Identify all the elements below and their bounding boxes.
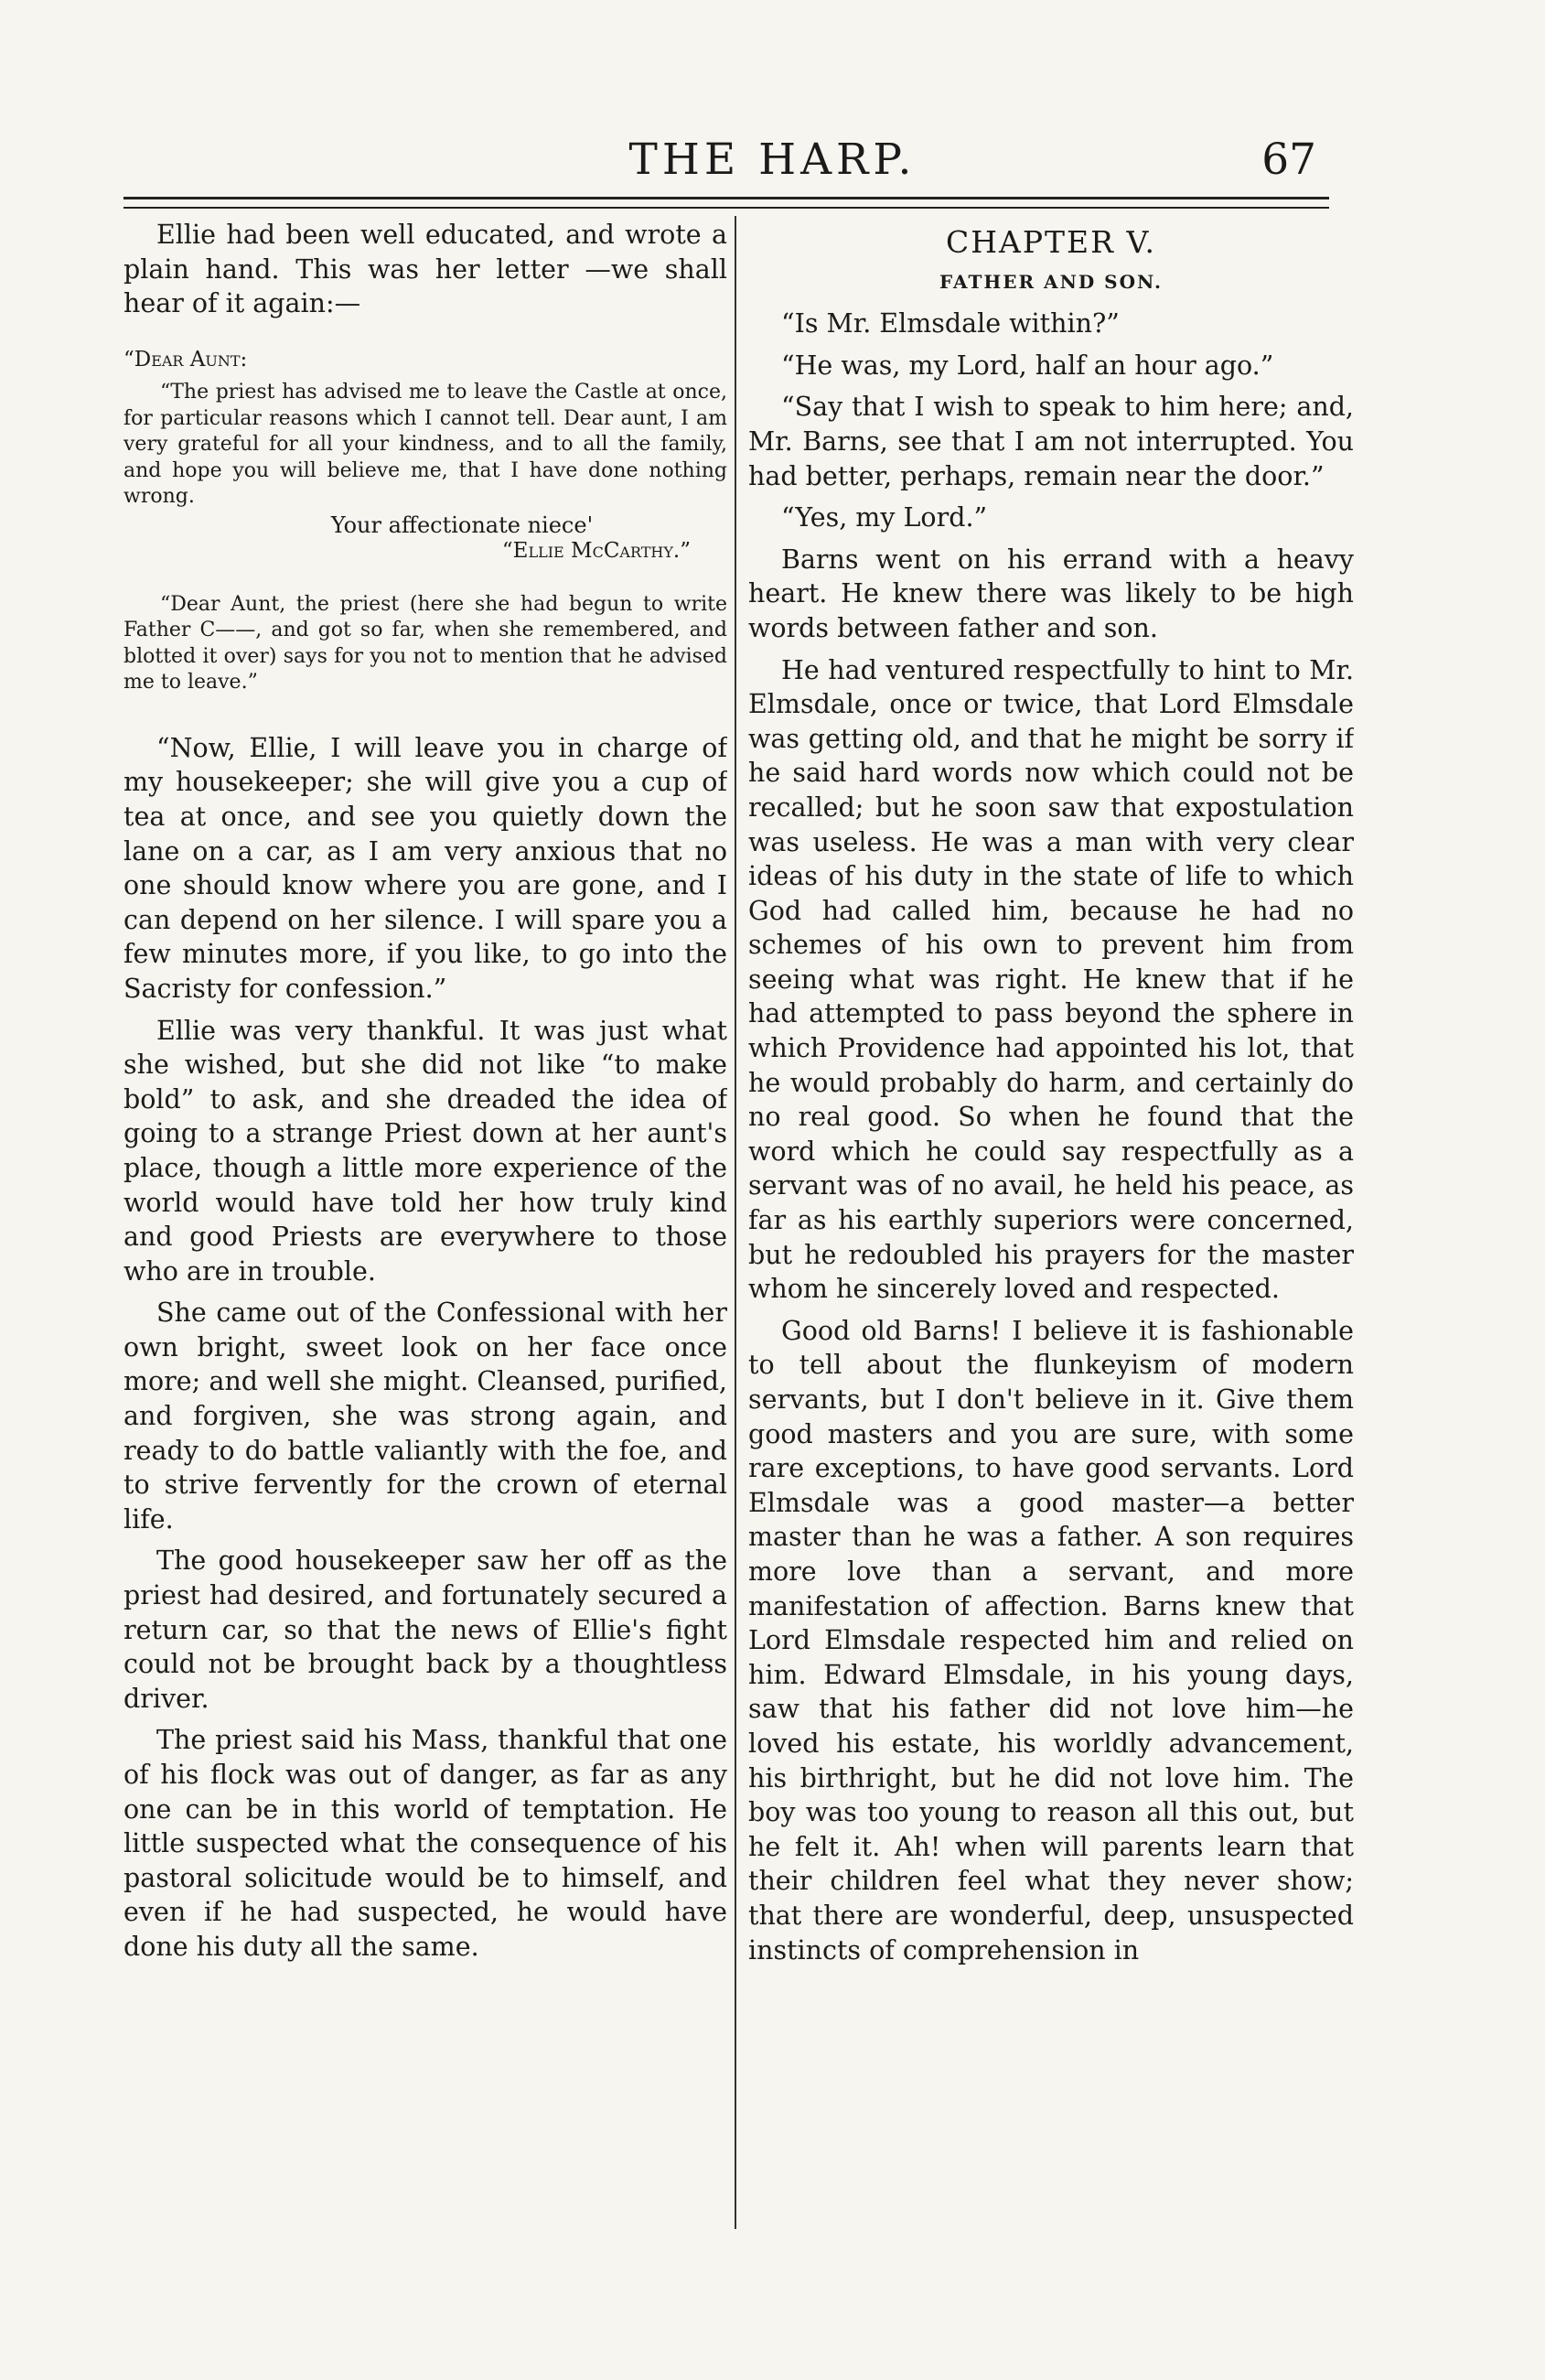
paragraph: Ellie had been well educated, and wrote a plain hand. This was her letter —we shall hear of it again:— (123, 220, 727, 319)
letter-block (123, 347, 727, 696)
letter-body: “The priest has advised me to leave the Castle at once, for particular reasons which I cannot tell. Dear aunt, I am very grateful for all your kindness, and to all the family, and hope you will believe me, that I have done nothing wrong. (123, 381, 727, 509)
header-rule-bottom (123, 207, 1329, 209)
left-column (123, 218, 727, 2231)
paragraph: “Now, Ellie, I will leave you in charge of my housekeeper; she will give you a cup of tea at once, and see you quietly down the lane on a car, as I am very anxious that no one should know where you are gone, and I can depend on her silence. I will spare you a few minutes more, if you like, to go into the Sacristy for confession.” (123, 732, 727, 1004)
paragraph: “He was, my Lord, half an hour ago.” (781, 350, 1274, 381)
letter-closing: Your affectionate niece' (330, 512, 594, 538)
paragraph: He had ventured respectfully to hint to Mr. Elmsdale, once or twice, that Lord Elmsdale was getting old, and that he might be sorry if he said hard words now which could not be recalled; but he soon saw that expostulation was useless. He was a man with very clear ideas of his duty in the state of life to which God had called him, because he had no schemes of his own to prevent him from seeing what was right. He knew that if he had attempted to pass beyond the sphere in which Providence had appointed his lot, that he would probably do harm, and certainly do no real good. So when he found that the word which he could say respectfully as a servant was of no avail, he held his peace, as far as his earthly superiors were concerned, but he redoubled his prayers for the master whom he sincerely loved and respected. (748, 654, 1354, 1305)
letter-postscript: “Dear Aunt, the priest (here she had begun to write Father C——, and got so far, when she remembered, and blotted it over) says for you not to mention that he advised me to leave.” (123, 592, 727, 695)
letter-signature: “Ellie McCarthy.” (501, 539, 691, 564)
running-title: THE HARP. (628, 135, 917, 185)
paragraph: She came out of the Confessional with her own bright, sweet look on her face once more; and well she might. Cleansed, purified, and forgiven, she was strong again, and ready to do battle valiantly with the foe, and to strive fervently for the crown of eternal life. (123, 1298, 727, 1535)
paragraph: The good housekeeper saw her off as the priest had desired, and fortunately secured a return car, so that the news of Ellie's fight could not be brought back by a thoughtless driver. (123, 1545, 727, 1714)
page-header (0, 128, 1545, 192)
header-rule-top (123, 197, 1329, 199)
letter-salutation: “Dear Aunt: (123, 347, 248, 372)
column-divider (735, 216, 736, 2229)
chapter-title: CHAPTER V. (945, 224, 1157, 260)
paragraph: The priest said his Mass, thankful that one of his flock was out of danger, as far as any one can be in this world of temptation. He little suspected what the consequence of his pastoral solicitude would be to himself, and even if he had suspected, he would have done his duty all the same. (123, 1725, 727, 1962)
paragraph: Ellie was very thankful. It was just what she wished, but she did not like “to make bold” to ask, and she dreaded the idea of going to a strange Priest down at her aunt's place, though a little more experience of the world would have told her how truly kind and good Priests are everywhere to those who are in trouble. (123, 1015, 727, 1287)
right-column (748, 218, 1354, 2231)
paragraph: “Say that I wish to speak to him here; and, Mr. Barns, see that I am not interrupted. You had better, perhaps, remain near the door.” (748, 392, 1354, 491)
paragraph: “Is Mr. Elmsdale within?” (781, 308, 1120, 339)
paragraph: Barns went on his errand with a heavy heart. He knew there was likely to be high words between father and son. (748, 544, 1354, 643)
page-number: 67 (1261, 135, 1316, 185)
paragraph: Good old Barns! I believe it is fashionable to tell about the flunkeyism of modern servants, but I don't believe in it. Give them good masters and you are sure, with some rare exceptions, to have good servants. Lord Elmsdale was a good master—a better master than he was a father. A son requires more love than a servant, and more manifestation of affection. Barns knew that Lord Elmsdale respected him and relied on him. Edward Elmsdale, in his young days, saw that his father did not love him—he loved his estate, his worldly advancement, his birthright, but he did not love him. The boy was too young to reason all this out, but he felt it. Ah! when will parents learn that their children feel what they never show; that there are wonderful, deep, unsuspected instincts of comprehension in (748, 1315, 1354, 1965)
chapter-subtitle: FATHER AND SON. (939, 270, 1163, 293)
paragraph: “Yes, my Lord.” (781, 502, 988, 533)
